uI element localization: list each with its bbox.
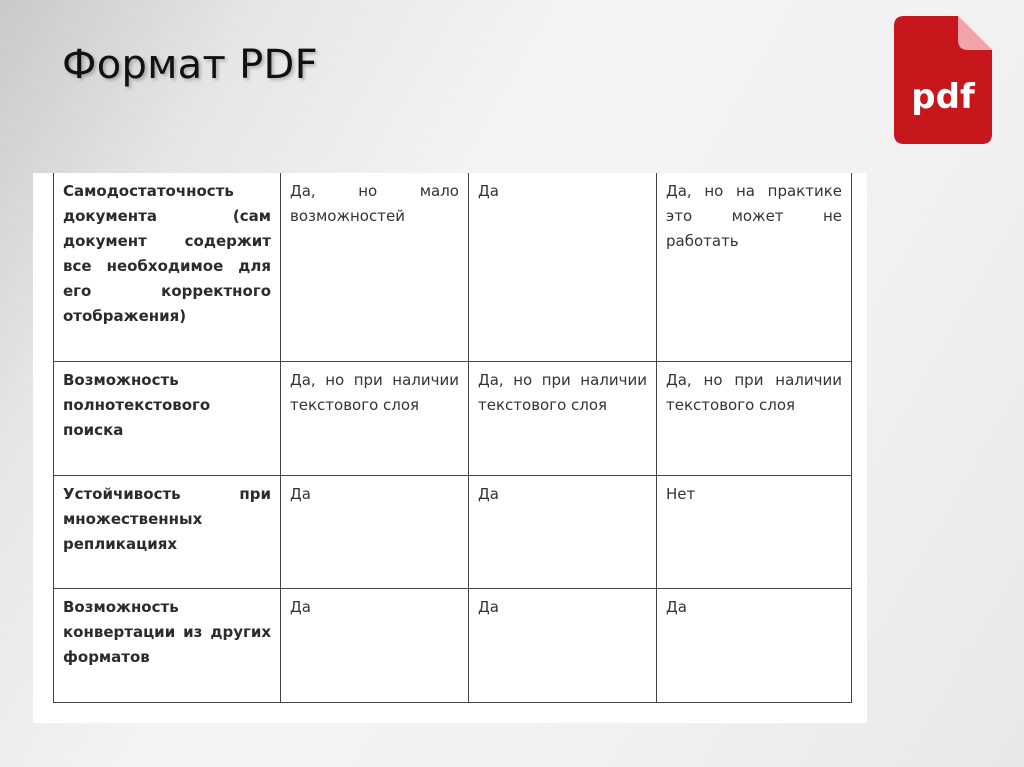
table-row <box>54 173 852 362</box>
comparison-table-image <box>33 173 867 723</box>
table-cell: Да <box>469 173 657 362</box>
table-cell: Да <box>469 589 657 703</box>
feature-cell: Самодостаточность документа (сам документ содержит все необходимое для его корректного отображения) <box>54 173 281 362</box>
table-cell: Да <box>281 589 469 703</box>
table-cell: Да, но при наличии текстового слоя <box>469 362 657 476</box>
table-cell: Да, но мало возможностей <box>281 173 469 362</box>
table-cell: Да <box>281 476 469 589</box>
pdf-file-icon <box>894 16 994 144</box>
table-cell: Да, но при наличии текстового слоя <box>657 362 852 476</box>
table-cell: Нет <box>657 476 852 589</box>
table-row <box>54 476 852 589</box>
table-cell: Да, но на практике это может не работать <box>657 173 852 362</box>
slide-title: Формат PDF <box>62 42 318 88</box>
feature-cell: Возможность конвертации из других форматов <box>54 589 281 703</box>
pdf-logo-label: pdf <box>911 77 975 117</box>
feature-cell: Устойчивость при множественных репликациях <box>54 476 281 589</box>
table-row <box>54 589 852 703</box>
table-cell: Да <box>657 589 852 703</box>
table-cell: Да <box>469 476 657 589</box>
feature-cell: Возможность полнотекстового поиска <box>54 362 281 476</box>
comparison-table <box>53 173 852 703</box>
table-row <box>54 362 852 476</box>
table-cell: Да, но при наличии текстового слоя <box>281 362 469 476</box>
